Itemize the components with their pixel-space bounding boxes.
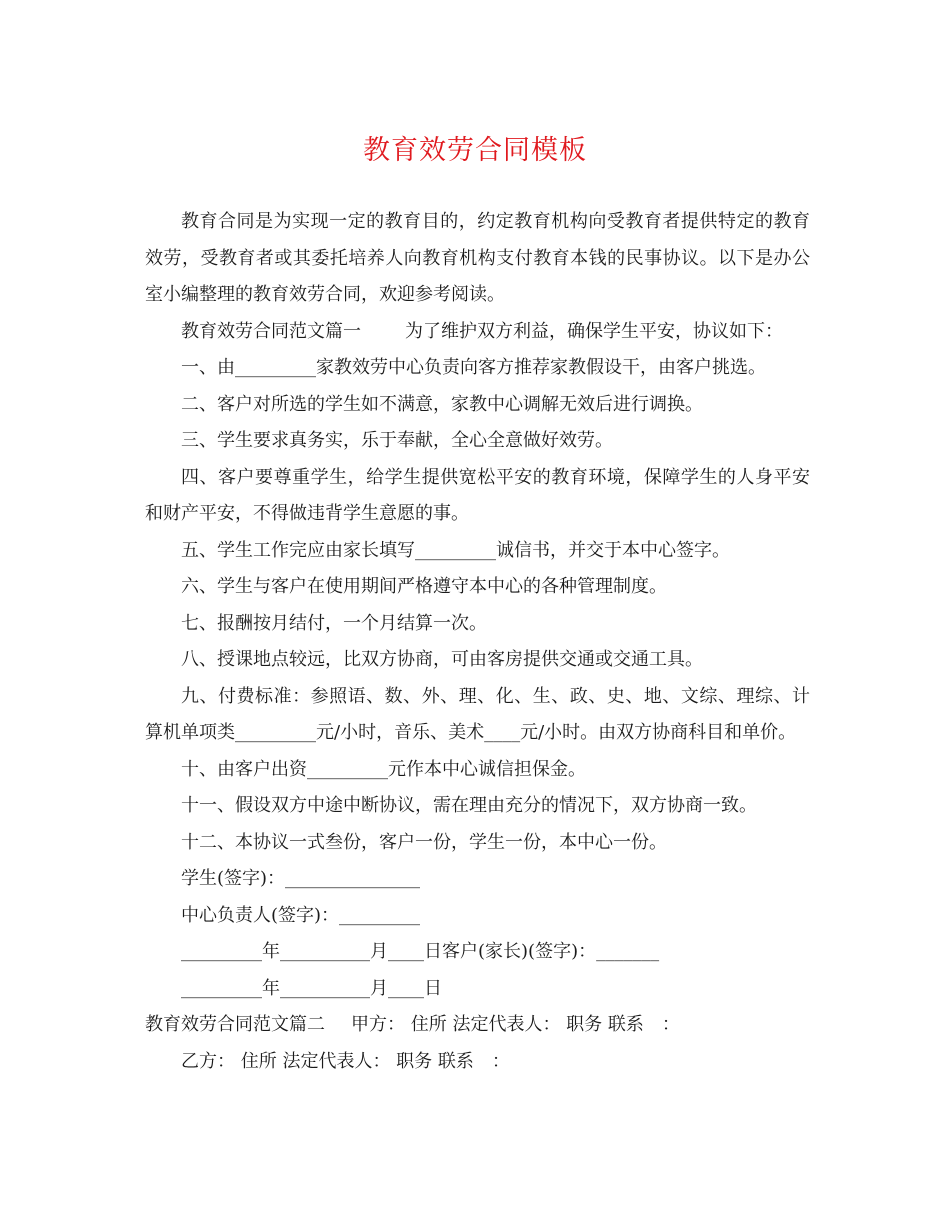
- clause-9: 九、付费标准：参照语、数、外、理、化、生、政、史、地、文综、理综、计算机单项类_________元/小时，音乐、美术____元/小时。由双方协商科目和单价。: [145, 685, 810, 743]
- section1-heading: 教育效劳合同范文篇一: [181, 320, 361, 342]
- party-a: 甲方： 住所 法定代表人： 职务 联系 ：: [351, 1014, 680, 1035]
- section2-heading: 教育效劳合同范文篇二: [145, 1014, 325, 1035]
- section2-line: [145, 1007, 810, 1044]
- clause-5: 五、学生工作完应由家长填写_________诚信书，并交于本中心签字。: [181, 539, 730, 561]
- document-body: [145, 204, 810, 1080]
- clause-8: 八、授课地点较远，比双方协商，可由客房提供交通或交通工具。: [181, 649, 703, 670]
- clause-4: 四、客户要尊重学生，给学生提供宽松平安的教育环境，保障学生的人身平安和财产平安，不得做违背学生意愿的事。: [145, 466, 810, 524]
- clause-11: 十一、假设双方中途中断协议，需在理由充分的情况下，双方协商一致。: [181, 795, 757, 816]
- section1-lead: 为了维护双方利益，确保学生平安，协议如下：: [405, 320, 783, 342]
- clause-2: 二、客户对所选的学生如不满意，家教中心调解无效后进行调换。: [181, 393, 703, 415]
- party-b: 乙方： 住所 法定代表人： 职务 联系 ：: [181, 1050, 510, 1072]
- intro-paragraph: 教育合同是为实现一定的教育目的，约定教育机构向受教育者提供特定的教育效劳，受教育者或其委托培养人向教育机构支付教育本钱的民事协议。以下是办公室小编整理的教育效劳合同，欢迎参考阅读。: [145, 211, 810, 305]
- document-title: 教育效劳合同模板: [363, 135, 587, 166]
- section1-line: [145, 314, 810, 351]
- clause-3: 三、学生要求真务实，乐于奉献，全心全意做好效劳。: [181, 430, 613, 451]
- clause-12: 十二、本协议一式叁份，客户一份，学生一份，本中心一份。: [181, 831, 667, 853]
- signature-student: 学生(签字)：_______________: [181, 868, 421, 889]
- clause-10: 十、由客户出资_________元作本中心诚信担保金。: [181, 758, 586, 780]
- signature-center: 中心负责人(签字)：_________: [181, 904, 421, 926]
- signature-date-client: _________年__________月____日客户(家长)(签字)：_______: [181, 941, 660, 962]
- clause-6: 六、学生与客户在使用期间严格遵守本中心的各种管理制度。: [181, 576, 667, 597]
- clause-1: 一、由_________家教效劳中心负责向客方推荐家教假设干，由客户挑选。: [181, 357, 766, 378]
- signature-date: _________年__________月____日: [181, 977, 442, 999]
- clause-7: 七、报酬按月结付，一个月结算一次。: [181, 612, 487, 634]
